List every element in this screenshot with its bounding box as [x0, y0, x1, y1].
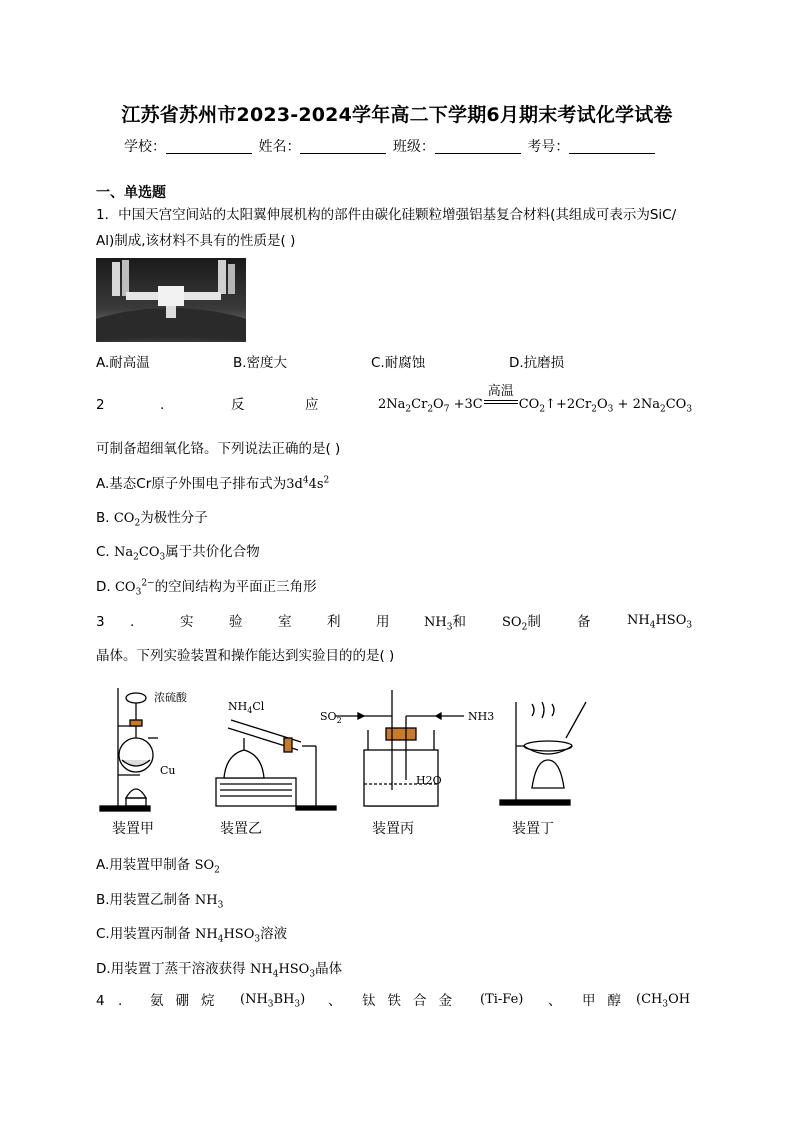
label-nh3: NH3 [468, 710, 495, 723]
school-blank[interactable] [166, 139, 252, 154]
q4-formula-1: $(NH_3BH_3)$ [240, 992, 306, 1010]
q2-eq-condition: 高温 [487, 384, 514, 399]
q1-option-b: B.密度大 [233, 355, 288, 371]
caption-yi: 装置乙 [220, 821, 262, 837]
apparatus-figure [96, 680, 696, 840]
q1-line2: Al)制成,该材料不具有的性质是( ) [96, 233, 296, 249]
label-so2: $SO_2$ [320, 710, 342, 725]
caption-jia: 装置甲 [112, 821, 154, 837]
q2-option-c: C. $Na_2CO_3$属于共价化合物 [96, 544, 260, 563]
q3-reactant-1: $NH_3$和 [424, 614, 466, 633]
q2-word-1: 反 [231, 397, 245, 413]
name-label: 姓名： [258, 139, 301, 155]
q2-line2: 可制备超细氧化铬。下列说法正确的是( ) [96, 441, 341, 457]
label-cu: Cu [160, 764, 176, 777]
label-h2o: H2O [416, 774, 442, 787]
number-label: 考号： [527, 139, 570, 155]
class-label: 班级： [392, 139, 435, 155]
q4-term-3: 甲醇 [582, 993, 633, 1009]
label-nh4cl: $NH_4Cl$ [228, 700, 265, 715]
q3-word-2: 验 [229, 614, 243, 630]
q4-term-2: 钛铁合金 [362, 993, 464, 1009]
q3-word-4: 利 [327, 614, 341, 630]
q3-word-3: 室 [278, 614, 292, 630]
school-label: 学校： [124, 139, 166, 155]
q3-word-1: 实 [180, 614, 194, 630]
number-blank[interactable] [569, 139, 655, 154]
q2-equation: $2Na_2Cr_2O_7 +3C$ 高温 $CO_2↑+2Cr_2O_3 + 2Na_2CO_3$ [378, 397, 692, 415]
q3-dot: . [130, 614, 135, 630]
name-blank[interactable] [300, 139, 386, 154]
q3-number: 3 [96, 614, 105, 630]
q4-formula-3: ($CH_3OH$ [636, 992, 691, 1010]
q3-option-d: D.用装置丁蒸干溶液获得 $NH_4HSO_3$晶体 [96, 961, 343, 980]
caption-ding: 装置丁 [512, 821, 554, 837]
q4-number: 4 [96, 993, 105, 1009]
q3-word-bei: 备 [577, 614, 591, 630]
apparatus-ding [500, 702, 586, 805]
student-info-line [124, 136, 657, 156]
caption-bing: 装置丙 [372, 821, 414, 837]
section-heading: 一、单选题 [96, 185, 166, 201]
q3-reactant-2: $SO_2$制 [502, 614, 541, 633]
q2-number: 2 [96, 397, 105, 413]
q1-option-c: C.耐腐蚀 [371, 355, 426, 371]
q3-option-b: B.用装置乙制备 $NH_3$ [96, 892, 224, 911]
q2-option-d: D. $CO_3^{2-}$的空间结构为平面正三角形 [96, 578, 317, 598]
q4-sep-1: 、 [328, 993, 342, 1009]
q2-word-2: 应 [305, 397, 319, 413]
q1-option-d: D.抗磨损 [509, 355, 565, 371]
q1-line1: 1．中国天宫空间站的太阳翼伸展机构的部件由碳化硅颗粒增强铝基复合材料(其组成可表示为SiC/ [96, 207, 677, 223]
q2-option-a: A.基态Cr原子外围电子排布式为$3d^44s^2$ [96, 475, 330, 492]
q4-dot: . [118, 993, 123, 1009]
q2-option-b: B. $CO_2$为极性分子 [96, 510, 208, 529]
class-blank[interactable] [435, 139, 521, 154]
space-station-photo [96, 258, 246, 342]
q3-line2: 晶体。下列实验装置和操作能达到实验目的的是( ) [96, 648, 395, 664]
apparatus-jia [100, 688, 158, 811]
q3-product: $NH_4HSO_3$ [627, 613, 693, 631]
q2-dot: . [160, 397, 165, 413]
apparatus-bing [336, 690, 464, 806]
q4-sep-2: 、 [548, 993, 562, 1009]
q1-option-a: A.耐高温 [96, 355, 150, 371]
q3-word-5: 用 [376, 614, 390, 630]
q3-option-a: A.用装置甲制备 $SO_2$ [96, 857, 220, 876]
q4-term-1: 氨硼烷 [150, 993, 227, 1009]
q4-formula-2: (Ti-Fe) [480, 992, 524, 1007]
apparatus-yi [216, 720, 336, 810]
q3-option-c: C.用装置丙制备 $NH_4HSO_3$溶液 [96, 926, 288, 945]
exam-title: 江苏省苏州市2023-2024学年高二下学期6月期末考试化学试卷 [121, 104, 673, 126]
label-acid: 浓硫酸 [154, 691, 187, 704]
